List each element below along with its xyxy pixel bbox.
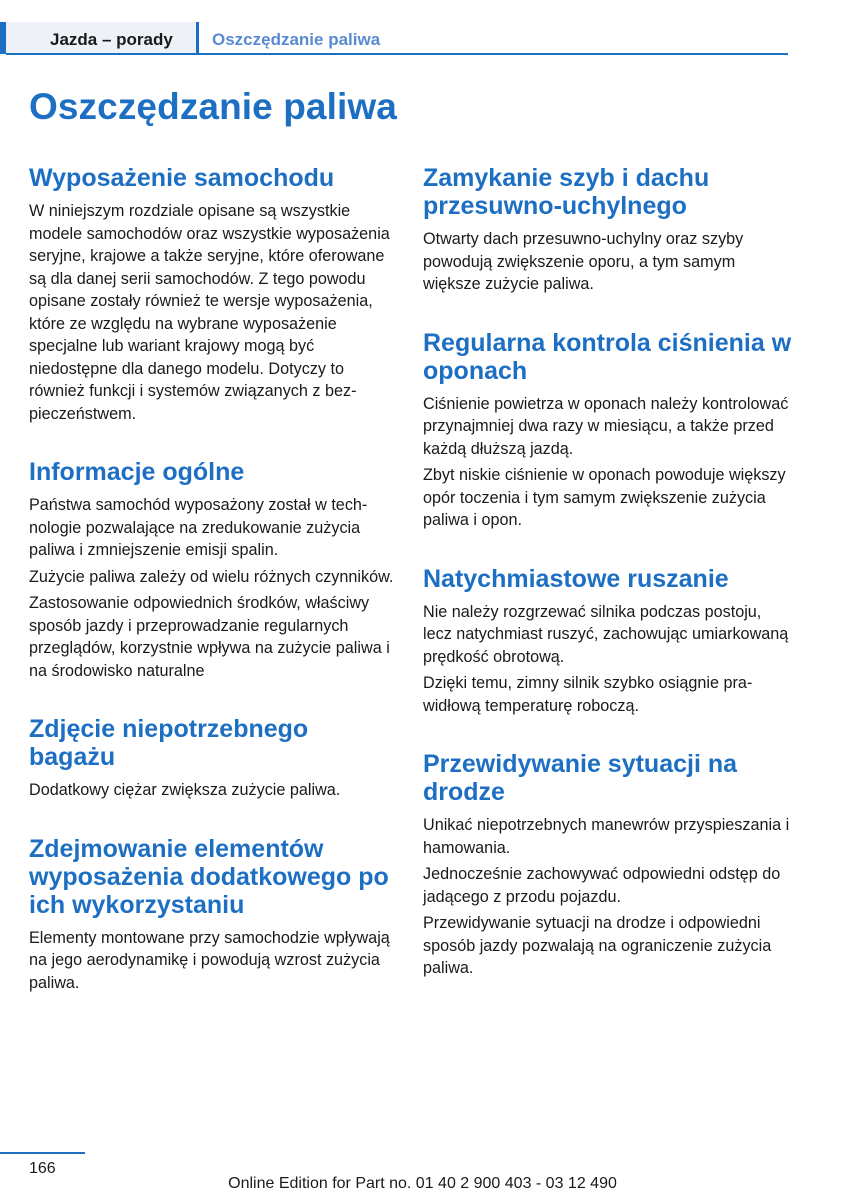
right-column [423,164,793,1013]
section-tire-pressure [423,329,793,532]
section-anticipate-traffic [423,750,793,980]
section-general-info [29,458,397,682]
section-heading: Regularna kontrola ciśnienia w oponach [423,328,792,385]
section-heading: Informacje ogólne [29,458,245,486]
section-title: Oszczędzanie paliwa [212,30,381,49]
page-title: Oszczędzanie paliwa [29,86,397,127]
paragraph: Zużycie paliwa zależy od wielu różnych czynników. [29,567,394,586]
left-column [29,164,397,1027]
paragraph: Dzięki temu, zimny silnik szybko osiągnie prawidłową temperaturę roboczą. [423,674,753,715]
edition-note: Online Edition for Part no. 01 40 2 900 403 - 03 12 490 [228,1175,617,1192]
paragraph: W niniejszym rozdziale opisane są wszystkie modele samochodów oraz wszystkie wyposażenia seryjne, krajowe a także seryjne, które oferowane są dla danej serii samochodów. Z tego powodu opisane zostały również te wersje wyposażenia, które ze względu na wybrane wyposażenie specjalne lub wariant krajowy mogą być niedostępne dla danego modelu. Dotyczy to również funkcji i systemów związanych z bezpieczeństwem. [29,202,390,423]
section-immediate-start [423,565,793,718]
paragraph: Elementy montowane przy samochodzie wpływają na jego aerodynamikę i powodują wzrost zużycia paliwa. [29,928,390,992]
paragraph: Zbyt niskie ciśnienie w oponach powoduje większy opór toczenia i tym samym zwiększenie zużycia paliwa i opon. [423,466,786,529]
paragraph: Nie należy rozgrzewać silnika podczas postoju, lecz natychmiast ruszyć, zachowując umiarkowaną prędkość obrotową. [423,602,789,666]
paragraph: Przewidywanie sytuacji na drodze i odpowiedni sposób jazdy pozwalają na ograniczenie zużycia paliwa. [423,914,772,977]
section-heading: Zdjęcie niepotrzebnego bagażu [29,715,309,771]
paragraph: Dodatkowy ciężar zwiększa zużycie paliwa. [29,781,341,799]
footer-rule [0,1152,85,1154]
paragraph: Zastosowanie odpowiednich środków, właściwy sposób jazdy i przeprowadzanie regularnych przeglądów, korzystnie wpływa na zużycie paliwa i na środowisko naturalne [29,594,390,680]
paragraph: Otwarty dach przesuwno-uchylny oraz szyby powodują zwiększenie oporu, a tym samym większe zużycie paliwa. [423,230,744,293]
header-divider [196,22,199,54]
section-remove-luggage [29,715,397,802]
section-remove-accessories [29,835,397,995]
header-rule [6,53,788,55]
chapter-title: Jazda – porady [50,30,173,49]
running-header [0,22,788,54]
section-heading: Zdejmowanie elementów wyposażenia dodatkowego po ich wykorzystaniu [29,834,389,919]
section-close-windows [423,164,793,296]
paragraph: Ciśnienie powietrza w oponach należy kontrolować przynajmniej dwa razy w miesiącu, a także przed każdą dłuższą jazdą. [423,394,789,458]
paragraph: Państwa samochód wyposażony został w technologie pozwalające na zredukowanie zużycia paliwa i zmniejszenie emisji spalin. [29,496,368,559]
paragraph: Jednocześnie zachowywać odpowiedni odstęp do jadącego z przodu pojazdu. [423,865,781,906]
section-vehicle-equipment [29,164,397,425]
paragraph: Unikać niepotrzebnych manewrów przyspieszania i hamowania. [423,816,790,857]
section-heading: Przewidywanie sytuacji na drodze [423,750,738,806]
section-heading: Zamykanie szyb i dachu przesuwno-uchylnego [423,164,710,220]
page-number: 166 [29,1160,56,1177]
section-heading: Wyposażenie samochodu [29,164,335,192]
section-heading: Natychmiastowe ruszanie [423,564,729,593]
